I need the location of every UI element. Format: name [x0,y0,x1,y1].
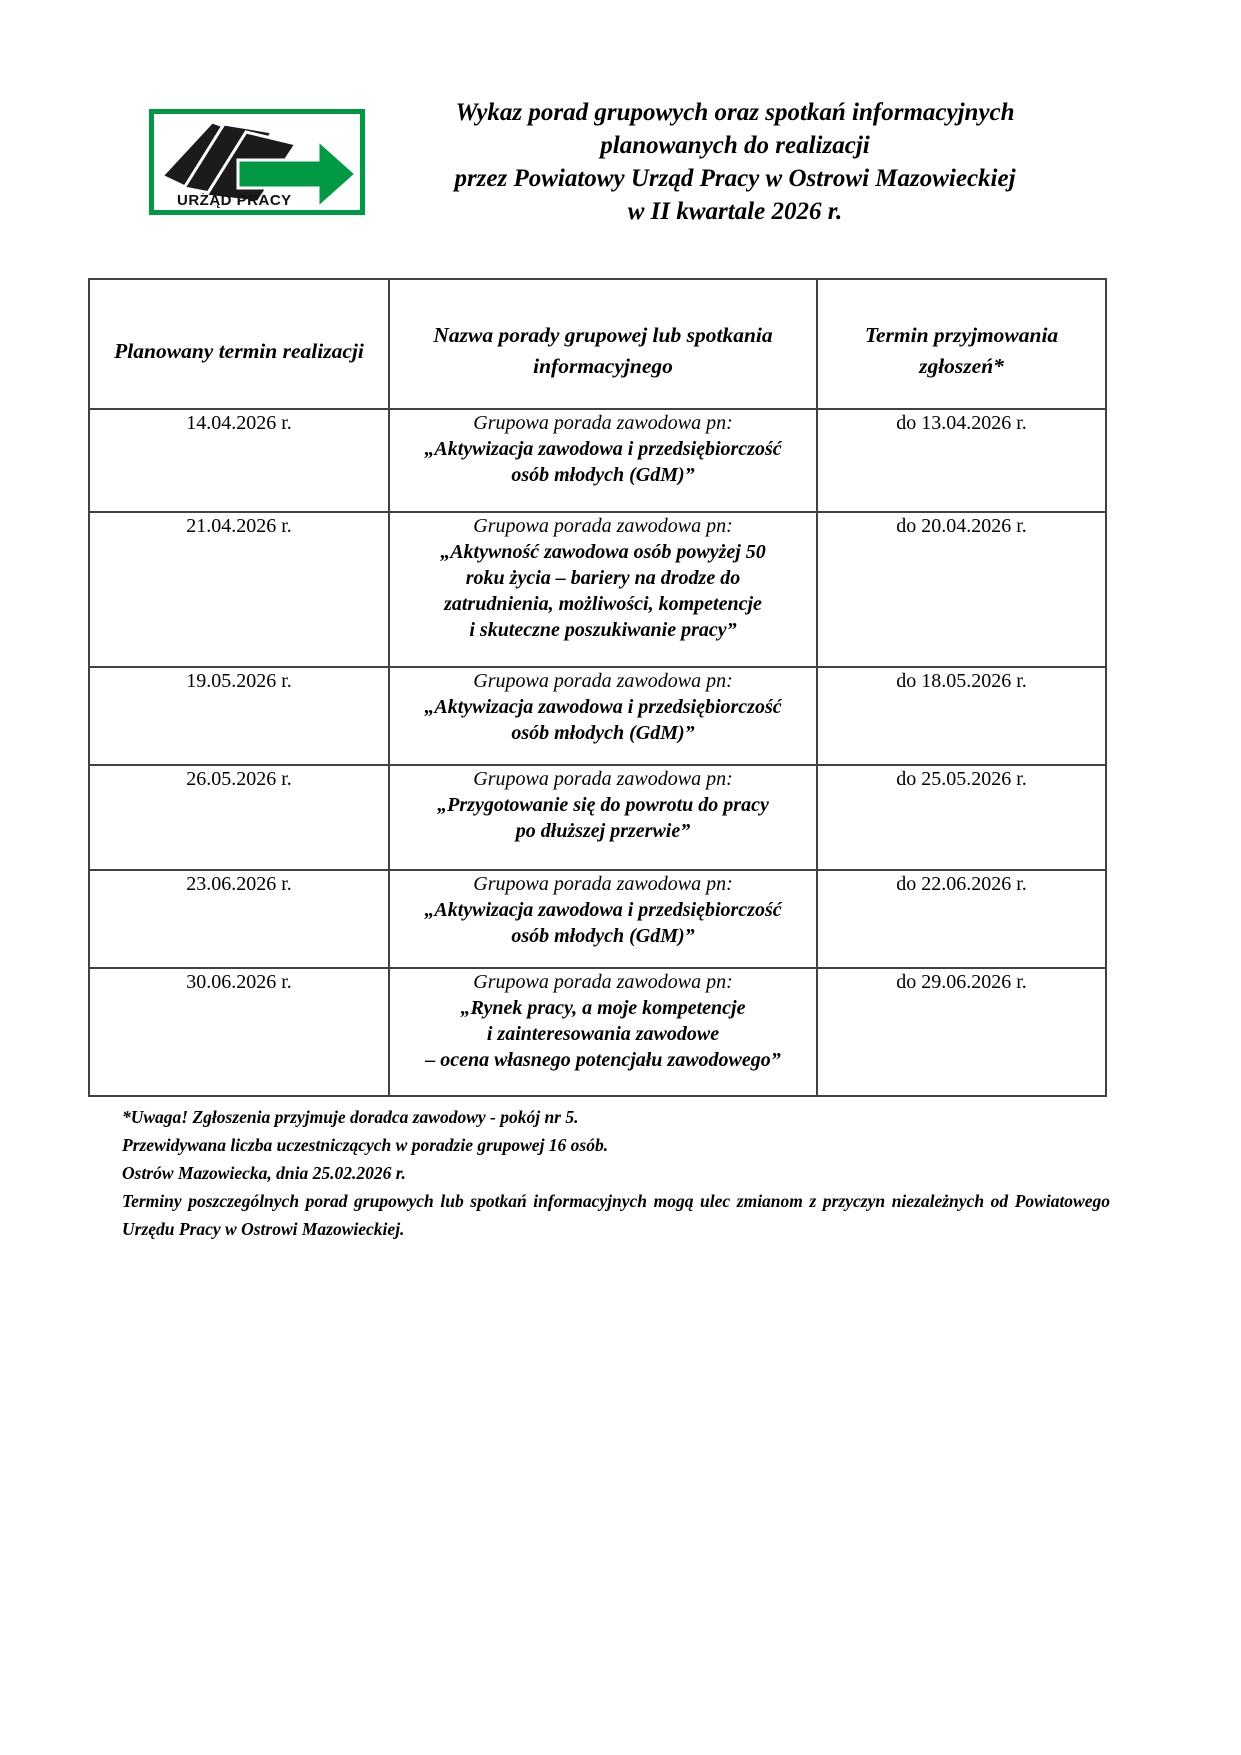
topic-intro: Grupowa porada zawodowa pn: [473,971,733,993]
table-row [89,409,1106,512]
deadline-cell: do 22.06.2026 r. [817,870,1106,968]
topic-intro: Grupowa porada zawodowa pn: [473,670,733,692]
header-deadline: Termin przyjmowania zgłoszeń* [817,279,1106,409]
table-body [89,409,1106,1096]
topic-cell [389,512,817,667]
schedule-table [88,278,1107,1097]
topic-intro: Grupowa porada zawodowa pn: [473,873,733,895]
topic-title: „Aktywizacja zawodowa i przedsiębiorczość osób młodych (GdM)” [424,899,782,947]
topic-title: „Przygotowanie się do powrotu do pracy po dłuższej przerwie” [437,794,769,842]
deadline-cell: do 25.05.2026 r. [817,765,1106,870]
topic-intro: Grupowa porada zawodowa pn: [473,768,733,790]
title-line: Wykaz porad grupowych oraz spotkań informacyjnych [455,99,1015,126]
table-row [89,870,1106,968]
planned-date-cell: 14.04.2026 r. [89,409,389,512]
planned-date-cell: 26.05.2026 r. [89,765,389,870]
urzad-pracy-logo [149,109,365,215]
topic-intro: Grupowa porada zawodowa pn: [473,412,733,434]
table-header-row [89,279,1106,409]
title-line: planowanych do realizacji [600,132,870,159]
deadline-cell: do 13.04.2026 r. [817,409,1106,512]
table-row [89,512,1106,667]
table-row [89,667,1106,765]
planned-date-cell: 30.06.2026 r. [89,968,389,1096]
topic-title: „Rynek pracy, a moje kompetencje i zainteresowania zawodowe – ocena własnego potencjału zawodowego” [425,997,781,1071]
header-planned-date: Planowany termin realizacji [89,279,389,409]
topic-cell [389,968,817,1096]
footnotes [122,1103,1110,1243]
topic-intro: Grupowa porada zawodowa pn: [473,515,733,537]
table-row [89,765,1106,870]
topic-title: „Aktywizacja zawodowa i przedsiębiorczość osób młodych (GdM)” [424,696,782,744]
title-line: przez Powiatowy Urząd Pracy w Ostrowi Mazowieckiej [454,165,1016,192]
note-disclaimer: Terminy poszczególnych porad grupowych lub spotkań informacyjnych mogą ulec zmianom z przyczyn niezależnych od Powiatowego Urzędu Pracy w Ostrowi Mazowieckiej. [122,1191,1110,1239]
note-place-date: Ostrów Mazowiecka, dnia 25.02.2026 r. [122,1163,406,1183]
topic-cell [389,409,817,512]
topic-cell [389,765,817,870]
title-line: w II kwartale 2026 r. [627,198,843,225]
header-topic: Nazwa porady grupowej lub spotkania informacyjnego [389,279,817,409]
topic-cell [389,870,817,968]
deadline-cell: do 20.04.2026 r. [817,512,1106,667]
table-row [89,968,1106,1096]
planned-date-cell: 23.06.2026 r. [89,870,389,968]
deadline-cell: do 18.05.2026 r. [817,667,1106,765]
topic-title: „Aktywizacja zawodowa i przedsiębiorczość osób młodych (GdM)” [424,438,782,486]
note-participants: Przewidywana liczba uczestniczących w poradzie grupowej 16 osób. [122,1135,609,1155]
logo-text: URZĄD PRACY [177,192,292,209]
topic-title: „Aktywność zawodowa osób powyżej 50 roku życia – bariery na drodze do zatrudnienia, możliwości, kompetencje i skuteczne poszukiwanie pracy” [440,541,766,641]
planned-date-cell: 21.04.2026 r. [89,512,389,667]
deadline-cell: do 29.06.2026 r. [817,968,1106,1096]
planned-date-cell: 19.05.2026 r. [89,667,389,765]
document-title [429,96,1041,228]
note-signup: *Uwaga! Zgłoszenia przyjmuje doradca zawodowy - pokój nr 5. [122,1107,579,1127]
topic-cell [389,667,817,765]
